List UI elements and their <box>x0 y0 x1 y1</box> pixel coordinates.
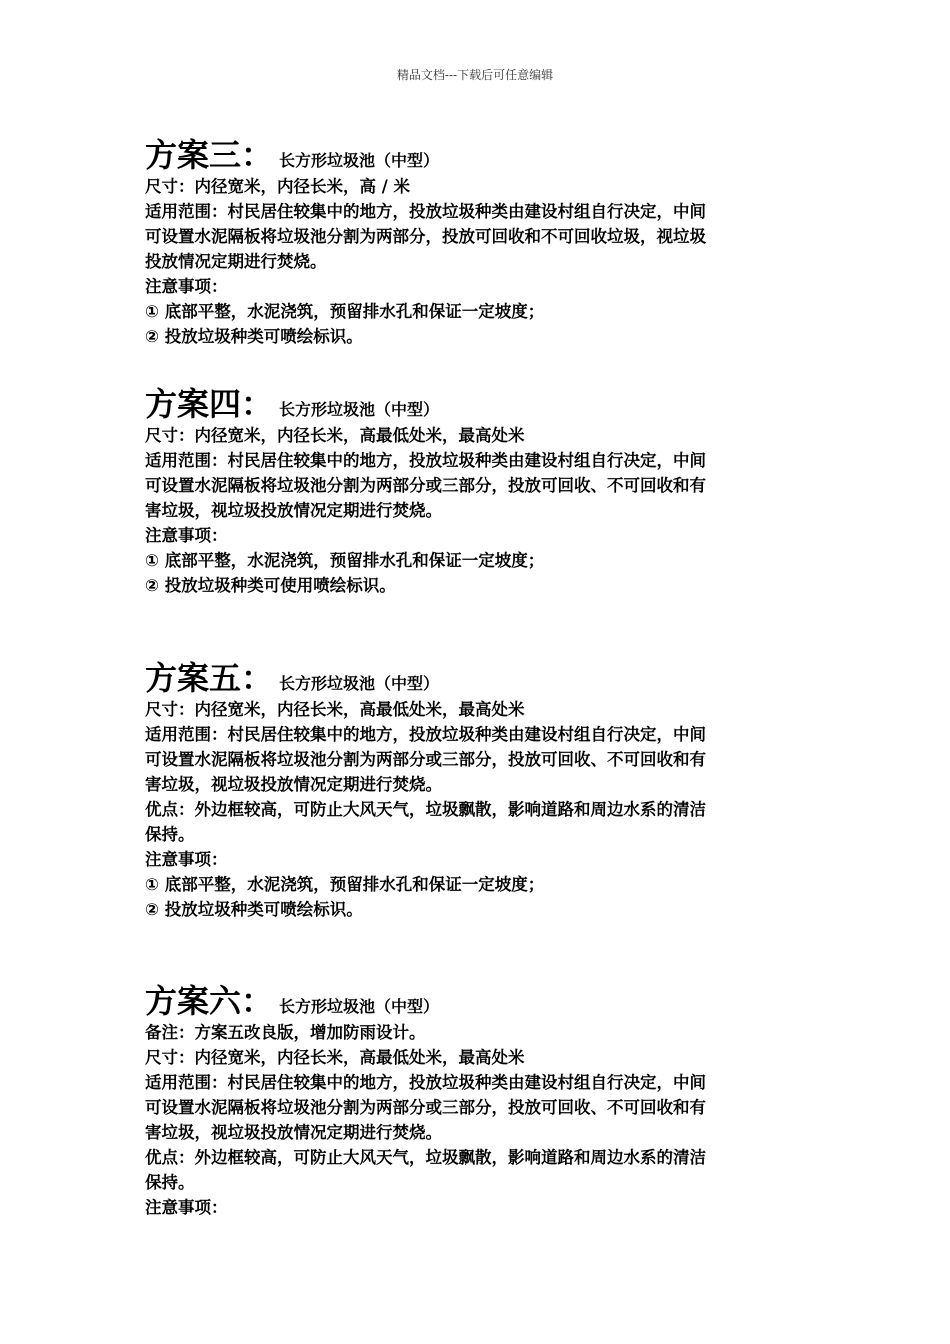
section-subtitle: 长方形垃圾池（中型） <box>279 674 440 693</box>
note-item: ② 投放垃圾种类可喷绘标识。 <box>145 327 363 346</box>
advantage-line: 优点：外边框较高，可防止大风天气，垃圾飘散，影响道路和周边水系的清洁 <box>145 1148 706 1167</box>
section-plan-6 <box>145 976 815 1220</box>
notes-label: 注意事项： <box>145 526 228 545</box>
note-item: ① 底部平整，水泥浇筑，预留排水孔和保证一定坡度； <box>145 551 545 570</box>
scope-line: 害垃圾，视垃圾投放情况定期进行焚烧。 <box>145 501 442 520</box>
note-item: ① 底部平整，水泥浇筑，预留排水孔和保证一定坡度； <box>145 302 545 321</box>
section-heading <box>145 653 815 695</box>
scope-line: 投放情况定期进行焚烧。 <box>145 252 327 271</box>
page-header-note: 精品文档---下载后可任意编辑 <box>396 68 554 82</box>
scope-line: 适用范围：村民居住较集中的地方，投放垃圾种类由建设村组自行决定，中间 <box>145 1073 706 1092</box>
scope-line: 可设置水泥隔板将垃圾池分割为两部分或三部分，投放可回收、不可回收和有 <box>145 476 706 495</box>
size-line: 尺寸：内径宽米，内径长米，高 / 米 <box>145 177 411 196</box>
notes-label: 注意事项： <box>145 850 228 869</box>
scope-line: 适用范围：村民居住较集中的地方，投放垃圾种类由建设村组自行决定，中间 <box>145 725 706 744</box>
scope-line: 适用范围：村民居住较集中的地方，投放垃圾种类由建设村组自行决定，中间 <box>145 451 706 470</box>
section-heading <box>145 379 815 421</box>
size-line: 尺寸：内径宽米，内径长米，高最低处米，最高处米 <box>145 1048 525 1067</box>
section-plan-3 <box>145 130 815 349</box>
size-line: 尺寸：内径宽米，内径长米，高最低处米，最高处米 <box>145 426 525 445</box>
note-item: ② 投放垃圾种类可喷绘标识。 <box>145 900 363 919</box>
notes-label: 注意事项： <box>145 277 228 296</box>
remark-line: 备注：方案五改良版，增加防雨设计。 <box>145 1023 426 1042</box>
scope-line: 害垃圾，视垃圾投放情况定期进行焚烧。 <box>145 1123 442 1142</box>
scope-line: 害垃圾，视垃圾投放情况定期进行焚烧。 <box>145 775 442 794</box>
scope-line: 可设置水泥隔板将垃圾池分割为两部分，投放可回收和不可回收垃圾，视垃圾 <box>145 227 706 246</box>
section-subtitle: 长方形垃圾池（中型） <box>279 400 440 419</box>
scope-line: 适用范围：村民居住较集中的地方，投放垃圾种类由建设村组自行决定，中间 <box>145 202 706 221</box>
section-subtitle: 长方形垃圾池（中型） <box>279 997 440 1016</box>
section-plan-5 <box>145 653 815 922</box>
scope-line: 可设置水泥隔板将垃圾池分割为两部分或三部分，投放可回收、不可回收和有 <box>145 750 706 769</box>
note-item: ① 底部平整，水泥浇筑，预留排水孔和保证一定坡度； <box>145 875 545 894</box>
section-plan-4 <box>145 379 815 598</box>
section-title: 方案六： <box>145 982 274 1020</box>
section-heading <box>145 130 815 172</box>
scope-line: 可设置水泥隔板将垃圾池分割为两部分或三部分，投放可回收、不可回收和有 <box>145 1098 706 1117</box>
advantage-line: 保持。 <box>145 1173 195 1192</box>
section-title: 方案三： <box>145 136 274 174</box>
section-heading <box>145 976 815 1018</box>
section-title: 方案四： <box>145 385 274 423</box>
advantage-line: 优点：外边框较高，可防止大风天气，垃圾飘散，影响道路和周边水系的清洁 <box>145 800 706 819</box>
section-subtitle: 长方形垃圾池（中型） <box>279 151 440 170</box>
notes-label: 注意事项： <box>145 1198 228 1217</box>
section-title: 方案五： <box>145 659 274 697</box>
note-item: ② 投放垃圾种类可使用喷绘标识。 <box>145 576 396 595</box>
advantage-line: 保持。 <box>145 825 195 844</box>
size-line: 尺寸：内径宽米，内径长米，高最低处米，最高处米 <box>145 700 525 719</box>
